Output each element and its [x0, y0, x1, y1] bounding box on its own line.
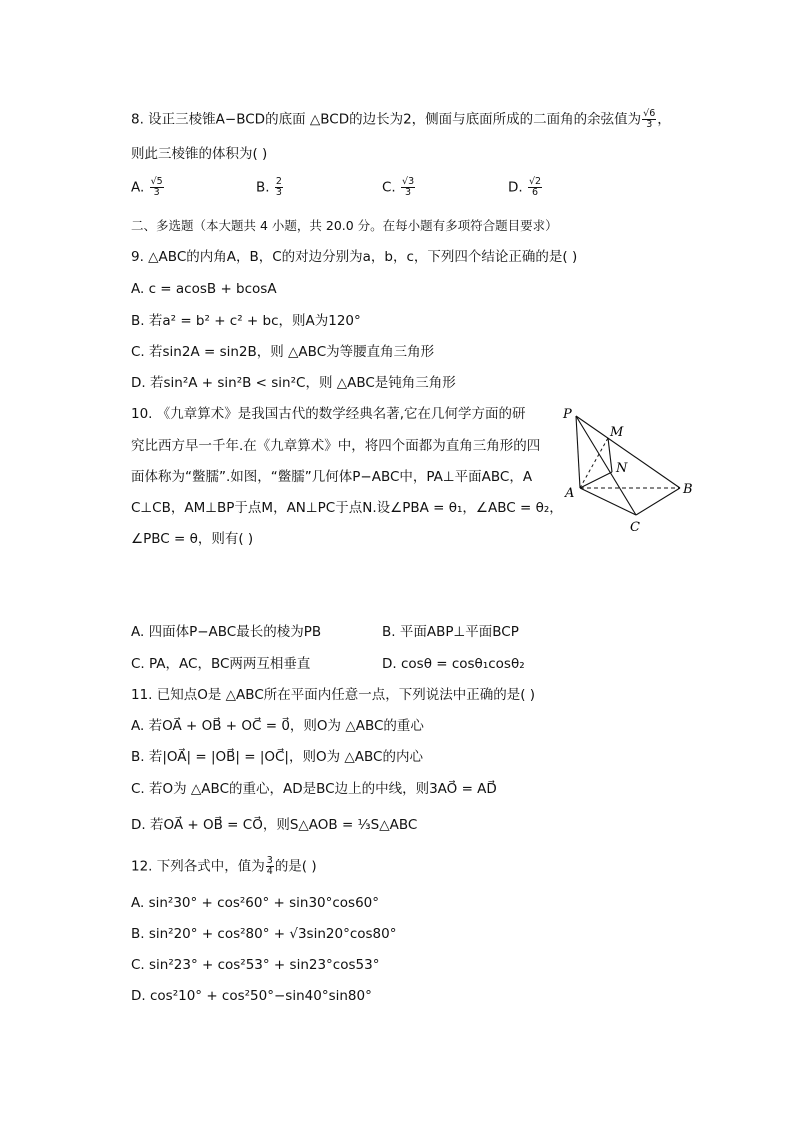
q8-stem-line1	[131, 109, 671, 130]
q8-stem-end: ，	[657, 111, 671, 128]
q12-option-c: C. sin²23° + cos²53° + sin23°cos53°	[131, 957, 380, 973]
label-n: N	[616, 461, 628, 476]
q12-stem-b: 的是( )	[274, 858, 317, 875]
q8-frac-den: 3	[646, 119, 653, 130]
q12-stem-a: 12. 下列各式中，值为	[131, 858, 265, 875]
option-den: 6	[532, 187, 539, 198]
option-num: √3	[402, 176, 415, 187]
q11-stem: 11. 已知点O是 △ABC所在平面内任意一点，下列说法中正确的是( )	[131, 687, 536, 703]
q10-option-b: B. 平面ABP⊥平面BCP	[382, 624, 519, 640]
q8-option-a	[131, 177, 165, 198]
option-num: √5	[150, 176, 163, 187]
q12-frac-num: 3	[266, 855, 273, 866]
option-den: 3	[405, 187, 412, 198]
label-p: P	[563, 407, 572, 422]
tetrahedron-figure	[560, 400, 700, 540]
q12-option-d: D. cos²10° + cos²50°−sin40°sin80°	[131, 988, 372, 1004]
option-num: √2	[528, 176, 542, 187]
section-heading-multi-choice: 二、多选题（本大题共 4 小题，共 20.0 分。在每小题有多项符合题目要求）	[131, 218, 558, 233]
q8-frac-num: √6	[643, 108, 656, 119]
segment-mn	[608, 438, 612, 472]
q8-stem-text: 8. 设正三棱锥A−BCD的底面 △BCD的边长为2，侧面与底面所成的二面角的余弦值为	[131, 111, 642, 128]
option-den: 3	[275, 187, 282, 198]
q8-option-c	[382, 177, 416, 198]
q9-option-c: C. 若sin2A = sin2B，则 △ABC为等腰直角三角形	[131, 344, 435, 360]
q11-option-d: D. 若OA⃗ + OB⃗ = CO⃗，则S△AOB = ⅓S△ABC	[131, 817, 418, 833]
q8-cosine-fraction	[642, 109, 656, 130]
q8-stem-line2: 则此三棱锥的体积为( )	[131, 146, 268, 162]
q9-option-a: A. c = acosB + bcosA	[131, 281, 277, 297]
label-m: M	[610, 425, 624, 440]
edge-pa	[576, 416, 580, 488]
q11-option-b: B. 若|OA⃗| = |OB⃗| = |OC⃗|，则O为 △ABC的内心	[131, 749, 423, 765]
q12-option-a: A. sin²30° + cos²60° + sin30°cos60°	[131, 895, 380, 911]
q10-option-c: C. PA，AC，BC两两互相垂直	[131, 656, 311, 672]
edge-pb	[576, 416, 680, 488]
option-label: A.	[131, 179, 145, 196]
q9-option-d: D. 若sin²A + sin²B < sin²C，则 △ABC是钝角三角形	[131, 375, 456, 391]
edge-cb	[636, 488, 680, 515]
q10-stem-line5: ∠PBC = θ，则有( )	[131, 531, 254, 547]
option-label: D.	[508, 179, 523, 196]
q12-frac-den: 4	[266, 866, 273, 877]
q10-stem-line3: 面体称为“鳖臑”.如图，“鳖臑”几何体P−ABC中，PA⊥平面ABC，A	[131, 469, 533, 485]
q10-stem-line1: 10. 《九章算术》是我国古代的数学经典名著,它在几何学方面的研	[131, 406, 526, 422]
q11-option-c: C. 若O为 △ABC的重心，AD是BC边上的中线，则3AO⃗ = AD⃗	[131, 781, 497, 797]
label-c: C	[630, 520, 640, 535]
option-den: 3	[153, 187, 160, 198]
q12-option-b: B. sin²20° + cos²80° + √3sin20°cos80°	[131, 926, 397, 942]
q12-fraction	[266, 856, 274, 877]
q11-option-a: A. 若OA⃗ + OB⃗ + OC⃗ = 0⃗，则O为 △ABC的重心	[131, 718, 424, 734]
option-label: B.	[256, 179, 270, 196]
q10-stem-line2: 究比西方早一千年.在《九章算术》中，将四个面都为直角三角形的四	[131, 438, 541, 454]
q10-stem-line4: C⊥CB，AM⊥BP于点M，AN⊥PC于点N.设∠PBA = θ₁，∠ABC = θ₂，	[131, 500, 563, 516]
q10-option-a: A. 四面体P−ABC最长的棱为PB	[131, 624, 322, 640]
label-b: B	[683, 482, 693, 497]
q9-option-b: B. 若a² = b² + c² + bc，则A为120°	[131, 313, 361, 329]
q10-option-d: D. cosθ = cosθ₁cosθ₂	[382, 656, 525, 672]
option-label: C.	[382, 179, 396, 196]
segment-an	[580, 472, 612, 488]
option-num: 2	[275, 176, 282, 187]
q12-stem	[131, 856, 317, 877]
q9-stem: 9. △ABC的内角A，B，C的对边分别为a，b，c，下列四个结论正确的是( )	[131, 249, 578, 265]
q8-option-b	[256, 177, 284, 198]
q8-option-d	[508, 177, 543, 198]
label-a: A	[565, 486, 575, 501]
